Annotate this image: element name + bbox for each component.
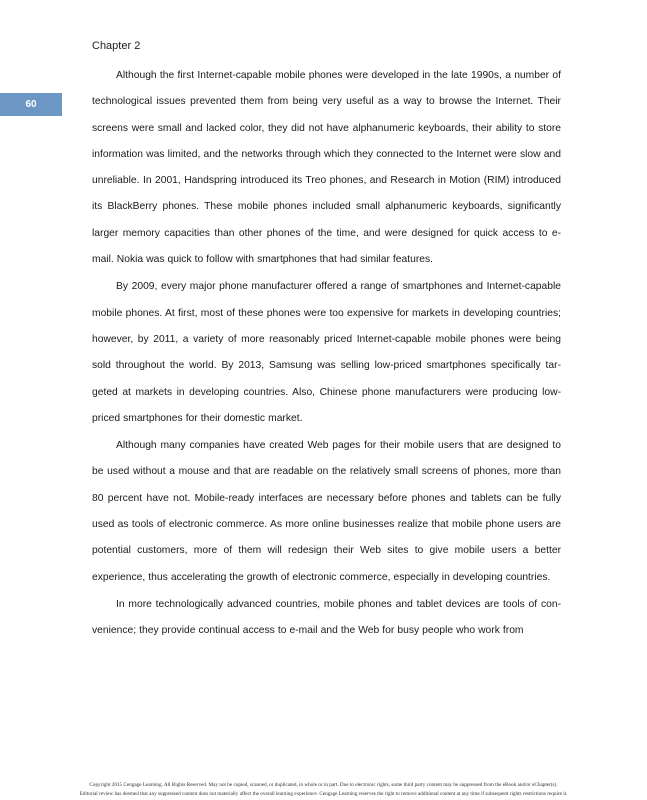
page-number: 60 xyxy=(25,99,37,110)
body-text xyxy=(92,63,561,646)
paragraph-2: By 2009, every major phone manufacturer offered a range of smartphones and Internet-capable mobile phones. At first, most of these phones were too expensive for markets in developing countries; however, by 2011, a variety of more reasonably priced Internet-capable mobile phones were being sold throughout the world. By 2013, Samsung was selling low-priced smartphones specifically targeted at markets in developing countries. Also, Chinese phone manufacturers were producing lowpriced smartphones for their domestic market. xyxy=(92,281,561,424)
copyright-line-2: Editorial review has deemed that any suppressed content does not materially affect the overall learning experience. Cengage Learning reserves the right to remove additional content at any time if subsequent rights restrictions require it. xyxy=(79,790,568,797)
copyright-line-1: Copyright 2015 Cengage Learning. All Rights Reserved. May not be copied, scanned, or duplicated, in whole or in part. Due to electronic rights, some third party content may be suppressed from the eBook and/or eChapter(s). xyxy=(89,782,558,788)
paragraph-1: Although the first Internet-capable mobile phones were developed in the late 1990s, a number of technological issues prevented them from being very useful as a way to browse the Internet. Their screens were small and lacked color, they did not have alphanumeric keyboards, their ability to store information was limited, and the networks through which they connected to the Internet were slow and unreliable. In 2001, Handspring introduced its Treo phones, and Research in Motion (RIM) introduced its BlackBerry phones. These mobile phones included small alphanumeric keyboards, significantly larger memory capacities than other phones of the time, and were designed for quick access to e-mail. Nokia was quick to follow with smartphones that had similar features. xyxy=(92,70,561,266)
copyright-footer xyxy=(0,781,647,798)
page-number-tab xyxy=(0,93,62,116)
paragraph-4: In more technologically advanced countries, mobile phones and tablet devices are tools of convenience; they provide continual access to e-mail and the Web for busy people who work from xyxy=(92,598,561,637)
paragraph-3: Although many companies have created Web pages for their mobile users that are designed to be used without a mouse and that are readable on the relatively small screens of phones, more than 80 percent have not. Mobile-ready interfaces are necessary before phones and tablets can be fully used as tools of electronic commerce. As more online businesses realize that mobile phone users are potential customers, more of them will redesign their Web sites to give mobile users a better experience, thus accelerating the growth of electronic commerce, especially in developing countries. xyxy=(92,440,561,583)
chapter-header: Chapter 2 xyxy=(92,40,141,52)
